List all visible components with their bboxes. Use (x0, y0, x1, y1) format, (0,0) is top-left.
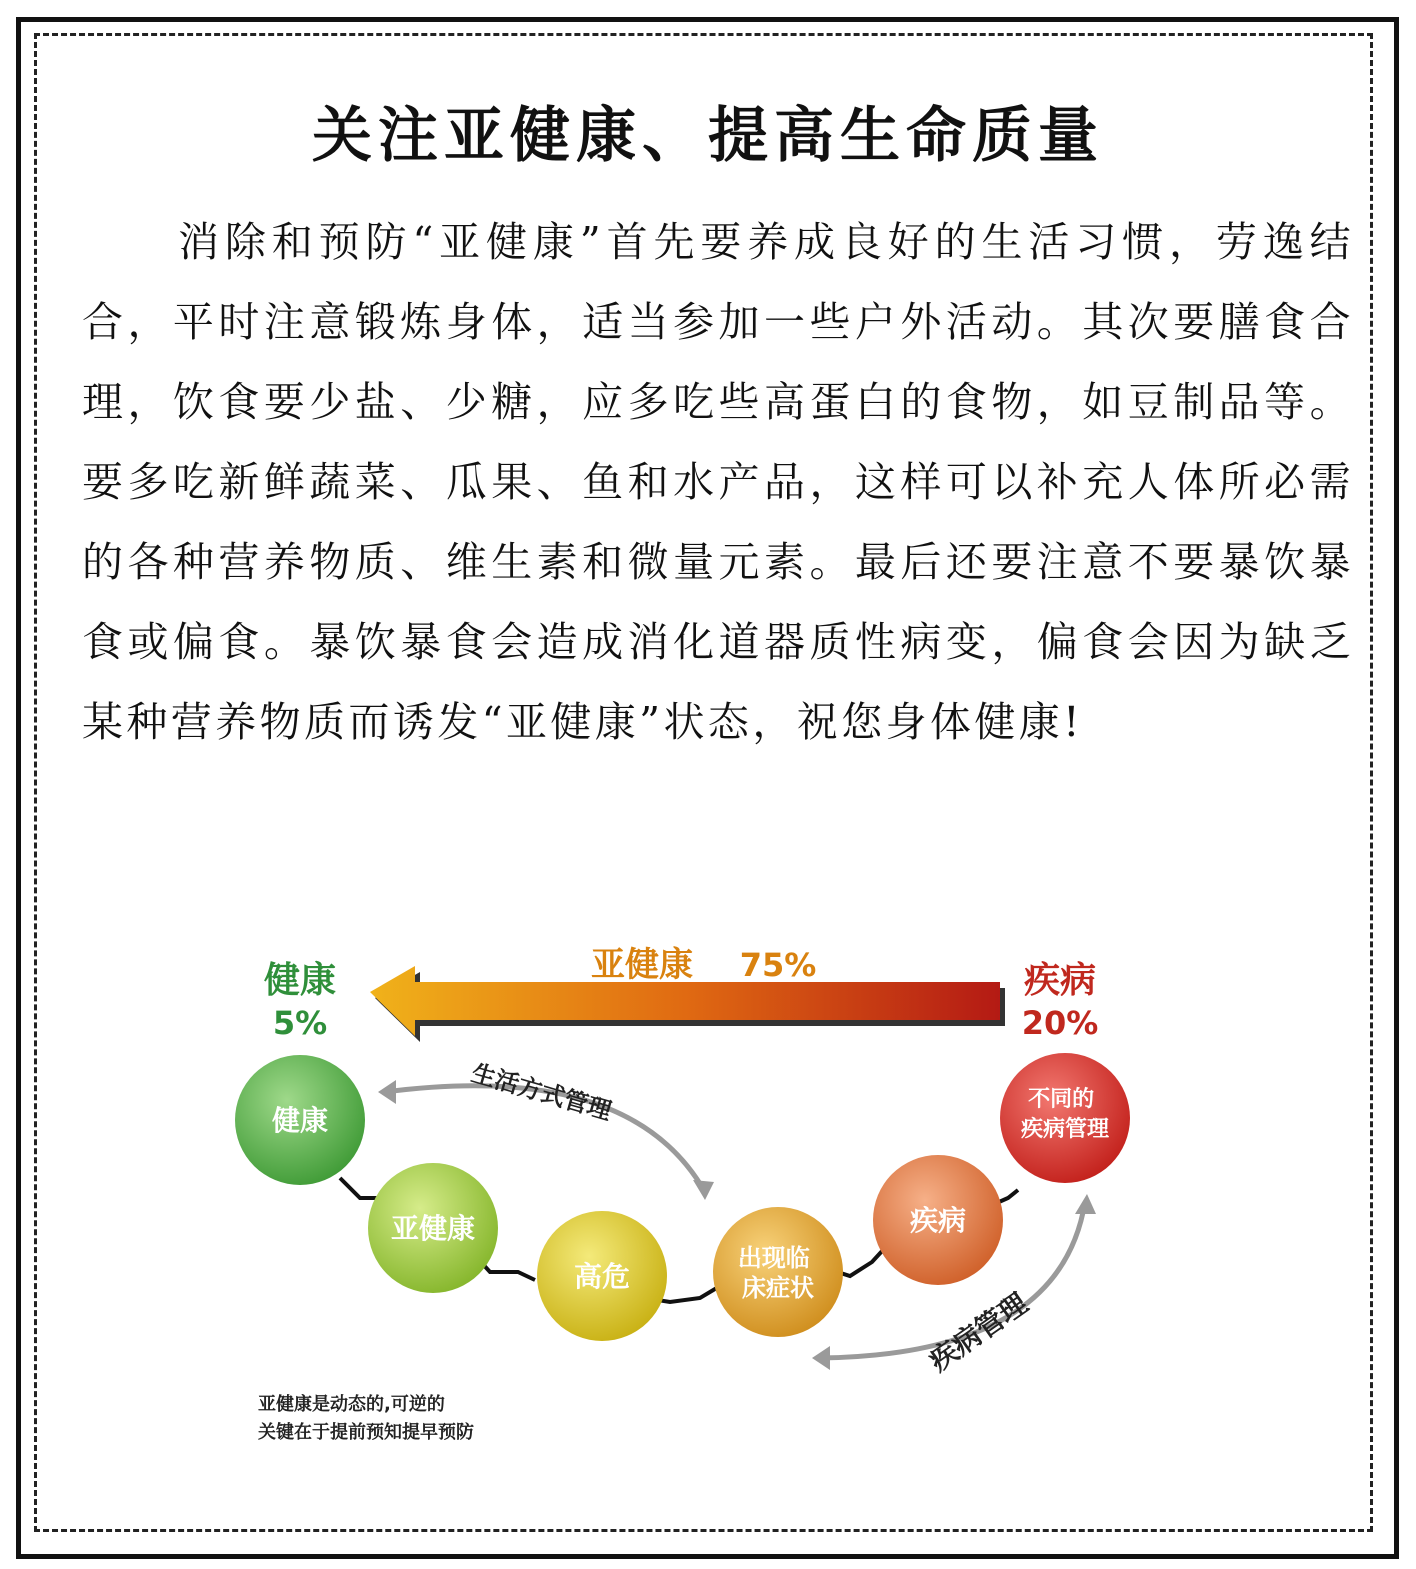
stage-disease-label: 疾病 (909, 1204, 967, 1237)
subhealth-label: 亚健康 (591, 945, 693, 985)
stage-subhealth-label: 亚健康 (390, 1212, 476, 1245)
stage-high-risk-label: 高危 (573, 1260, 631, 1293)
disease-mgmt-label: 疾病管理 (923, 1286, 1034, 1378)
stage-high-risk (537, 1211, 667, 1341)
disease-label: 疾病 (1023, 960, 1097, 1001)
stage-healthy (235, 1055, 365, 1185)
health-cycle-diagram (200, 930, 1180, 1470)
stage-disease (873, 1155, 1003, 1285)
healthy-percent: 5% (272, 1004, 328, 1042)
body-paragraph: 消除和预防“亚健康”首先要养成良好的生活习惯，劳逸结合，平时注意锻炼身体，适当参加一些户外活动。其次要膳食合理，饮食要少盐、少糖，应多吃些高蛋白的食物，如豆制品等。要多吃新鲜蔬菜、瓜果、鱼和水产品，这样可以补充人体所必需的各种营养物质、维生素和微量元素。最后还要注意不要暴饮暴食或偏食。暴饮暴食会造成消化道器质性病变，偏食会因为缺乏某种营养物质而诱发“亚健康”状态，祝您身体健康! (82, 218, 1354, 746)
stage-subhealth (368, 1163, 498, 1293)
healthy-label: 健康 (263, 960, 337, 1001)
lifestyle-label: 生活方式管理 (468, 1058, 615, 1126)
stage-healthy-label: 健康 (271, 1104, 329, 1137)
stage-symptoms (713, 1207, 843, 1337)
note-line-2: 关键在于提前预知提早预防 (258, 1422, 474, 1443)
stage-disease-mgmt (1000, 1053, 1130, 1183)
stage-disease-mgmt-line1: 不同的 (1028, 1087, 1095, 1112)
stage-symptoms-line2: 床症状 (742, 1274, 814, 1302)
disease-percent: 20% (1021, 1004, 1099, 1042)
stage-symptoms-line1: 出现临 (737, 1244, 810, 1272)
stage-disease-mgmt-line2: 疾病管理 (1020, 1117, 1110, 1142)
subhealth-percent: 75% (739, 946, 817, 984)
page-title: 关注亚健康、提高生命质量 (312, 101, 1104, 171)
note-line-1: 亚健康是动态的,可逆的 (258, 1394, 445, 1415)
